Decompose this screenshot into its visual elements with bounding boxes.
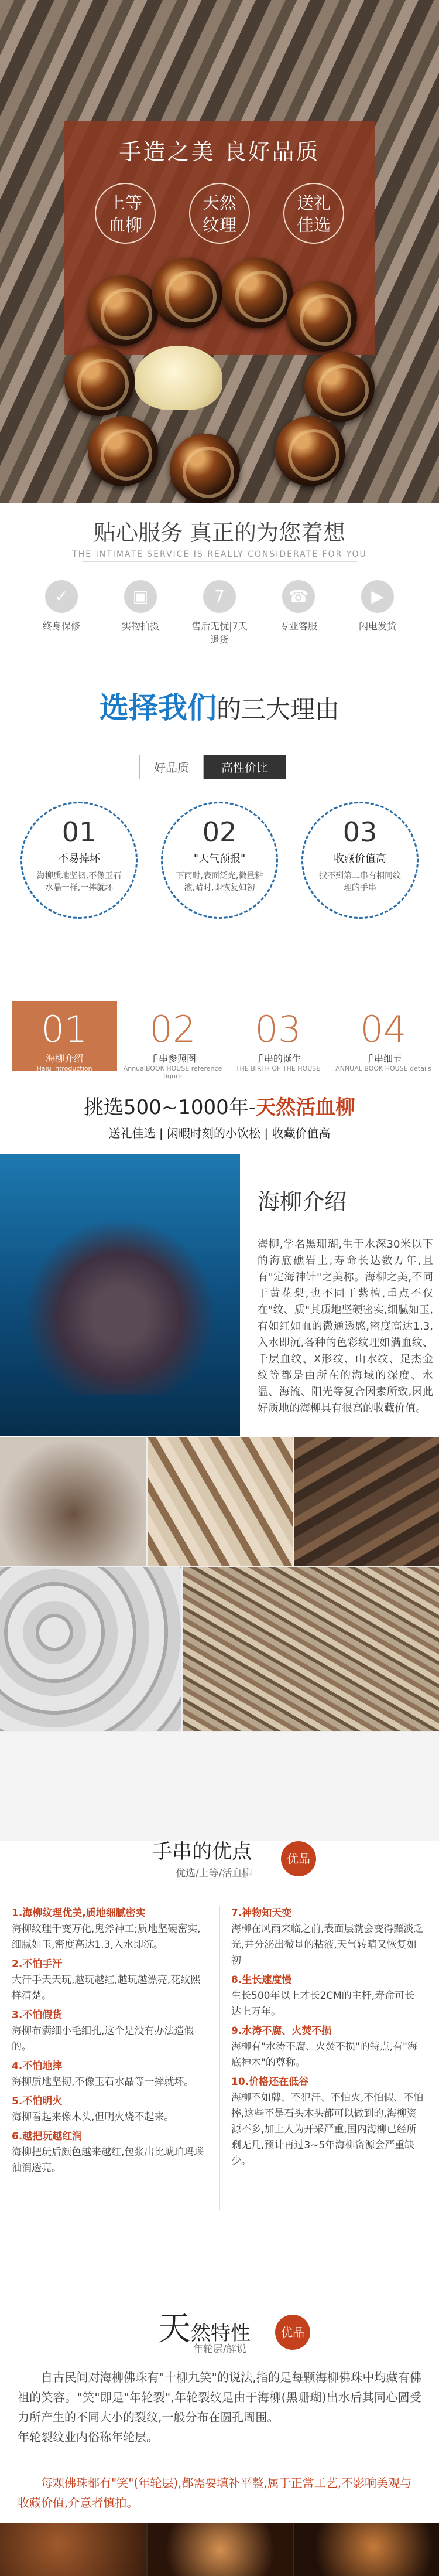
trait-heading: 9.水涛不腐、火焚不损 (231, 2025, 332, 2037)
tab-quality[interactable]: 好品质 (139, 755, 204, 779)
gallery-fade (0, 1732, 439, 1841)
reason-card (301, 802, 419, 919)
trait-text: 海柳不如牌、不犯汗、不怕火,不怕假、不怕摔,这些不是石头木头都可以做到的,海柳资源不多,加上人为开采严重,国内海柳已经所剩无几,预计再过3~5年海柳资源会严重缺少。 (231, 2092, 424, 2167)
divider (82, 561, 357, 562)
select-banner (0, 1089, 439, 1153)
natural-note: 每颗佛珠都有"笑"(年轮层),都需要填补平整,属于正常工艺,不影响美观与收藏价值,介意者慎拍。 (18, 2476, 412, 2510)
trait-text: 海柳布满细小毛细孔,这个是没有办法造假的。 (12, 2025, 194, 2053)
coral-trunk-photo (294, 1437, 439, 1566)
traits-title: 手串的优点 (152, 1841, 252, 1863)
reason-number: 02 (202, 816, 237, 848)
reason-heading: "天气预报" (193, 853, 246, 865)
intro-section (0, 1154, 439, 1436)
reason-number: 01 (61, 816, 97, 848)
shield-icon: ✓ (45, 580, 78, 613)
traits-left-list (12, 1906, 205, 2180)
step-number: 02 (149, 1008, 196, 1051)
step-reference[interactable] (120, 1001, 225, 1080)
natural-text: 自古民间对海柳佛珠有"十柳九笑"的说法,指的是每颗海柳佛珠中均藏有佛祖的笑容。"笑"即是"年轮裂",年轮裂纹是由于海柳(黑珊瑚)出水后其同心圆受力所产生的不同大小的裂纹,一般分布在圆孔周围。 (18, 2370, 421, 2424)
trait-text: 海柳有"水涛不腐、火焚不损"的特点,有"海底神木"的尊称。 (231, 2041, 417, 2069)
service-subtitle: THE INTIMATE SERVICE IS REALLY CONSIDERATE FOR YOU (72, 550, 367, 559)
natural-title-big: 天 (158, 2310, 191, 2348)
jade-carving-pendant (135, 346, 222, 410)
step-english: THE BIRTH OF THE HOUSE (235, 1065, 321, 1072)
coral-fragments-photo (183, 1567, 439, 1731)
truck-icon: ▶ (361, 580, 394, 613)
reason-card (20, 802, 138, 919)
service-item-support (266, 580, 331, 632)
service-item-photo (108, 580, 173, 632)
traits-right-list (231, 1906, 424, 2173)
black-coral-underwater-photo (0, 1154, 240, 1436)
select-title-highlight: 天然活血柳 (256, 1096, 356, 1119)
step-title: 手串的诞生 (254, 1053, 301, 1064)
service-section (0, 503, 439, 667)
pipes-photo (0, 1567, 181, 1731)
natural-subtitle: 年轮层/解说 (193, 2343, 246, 2355)
natural-title-rest: 然特性 (191, 2322, 251, 2345)
step-number: 03 (255, 1008, 301, 1051)
traits-section (0, 1841, 439, 2304)
natural-text-2: 年轮裂纹业内俗称年轮层。 (18, 2430, 158, 2444)
return-icon: 7 (203, 580, 236, 613)
bead-closeup-photos (0, 2523, 439, 2576)
headset-icon: ☎ (282, 580, 315, 613)
material-photo-gallery (0, 1437, 439, 1841)
natural-section (0, 2303, 439, 2514)
trait-text: 海柳把玩后颜色越来越红,包浆出比琥珀玛瑙油润透亮。 (12, 2146, 204, 2174)
step-english: ANNUAL BOOK HOUSE details (335, 1065, 431, 1072)
reasons-title-highlight: 选择我们 (99, 691, 217, 725)
trait-text: 海柳纹理千变万化,鬼斧神工;质地坚硬密实,细腻如玉,密度高达1.3,入水即沉。 (12, 1923, 201, 1951)
hero-banner (0, 0, 439, 503)
hero-badge-gift: 送礼 佳选 (283, 183, 344, 244)
reason-number: 03 (342, 816, 378, 848)
select-title-prefix: 挑选500~1000年- (83, 1096, 256, 1119)
trait-heading: 5.不怕明火 (12, 2095, 63, 2107)
trait-text: 大汗手天天玩,越玩越红,越玩越漂亮,花纹熙样清楚。 (12, 1974, 201, 2002)
trait-heading: 3.不怕假货 (12, 2009, 63, 2021)
seal-stamp: 优品 (281, 1841, 316, 1876)
service-label: 售后无忧|7天退货 (191, 621, 248, 645)
service-label: 终身保修 (42, 621, 80, 632)
step-title: 手串细节 (364, 1053, 402, 1064)
trait-heading: 8.生长速度慢 (231, 1974, 292, 1986)
reason-card (161, 802, 278, 919)
service-title: 贴心服务 真正的为您着想 (93, 520, 346, 546)
trait-heading: 7.神物知天变 (231, 1907, 292, 1919)
hero-badge-grain: 天然 纹理 (189, 183, 250, 244)
reason-description: 找不到第二串有相同纹理的手串 (319, 871, 401, 892)
reasons-section (0, 667, 439, 1001)
reason-description: 海柳质地坚韧,不像玉石水晶一样,一摔就坏 (36, 871, 122, 892)
hero-badge-quality: 上等 血柳 (95, 183, 156, 244)
trait-text: 海柳质地坚韧,不像玉石水晶等一摔就坏。 (12, 2076, 194, 2088)
service-label: 闪电发货 (358, 621, 396, 632)
step-number: 01 (41, 1008, 88, 1051)
natural-paragraph (18, 2367, 421, 2447)
raw-coral-branch-photo (0, 1437, 146, 1566)
reason-heading: 收藏价值高 (334, 853, 386, 865)
step-english: AnnualBOOK HOUSE reference figure (123, 1065, 222, 1080)
intro-body: 海柳,学名黑珊瑚,生于水深30米以下的海底礁岩上,寿命长达数万年,且有"定海神针"之美称。海柳之美,不同于黄花梨,也不同于紫檀,重点不仅在"纹、质"其质地坚硬密实,细腻如玉,有如红如血的微通透感,密度高达1.3,入水即沉,各种的色彩纹理如满血纹、千层血纹、X形纹、山水纹、足杰金纹等都是由所在的海域的深度、水温、海流、阳光等复合因素所致,因此好质地的海柳具有很高的收藏价值。 (258, 1238, 433, 1415)
trait-heading: 4.不怕地摔 (12, 2060, 63, 2072)
coral-pieces-photo (148, 1437, 293, 1566)
reasons-title (0, 684, 439, 727)
step-details[interactable] (331, 1001, 436, 1071)
reason-heading: 不易掉坏 (58, 853, 100, 865)
service-item-warranty (29, 580, 94, 632)
service-item-shipping (345, 580, 410, 632)
trait-heading: 6.越把玩越红润 (12, 2131, 83, 2142)
select-subtitle: 送礼佳选 | 闲暇时刻的小饮松 | 收藏价值高 (108, 1126, 331, 1140)
trait-text: 海柳在风雨来临之前,表面层就会变得黯淡乏光,并分泌出微量的粘液,天气转晴又恢复如初 (231, 1923, 424, 1967)
intro-heading: 海柳介绍 (258, 1189, 347, 1215)
seal-stamp: 优品 (275, 2315, 310, 2350)
hero-title: 手造之美 良好品质 (119, 139, 320, 165)
service-item-return (187, 580, 252, 646)
step-number: 04 (360, 1008, 407, 1051)
service-label: 实物拍摄 (121, 621, 159, 632)
step-title: 海柳介绍 (45, 1053, 83, 1064)
step-birth[interactable] (225, 1001, 331, 1071)
select-title (0, 1091, 439, 1120)
step-english: Haiu introduction (36, 1065, 92, 1072)
trait-text: 海柳看起来像木头,但明火烧不起来。 (12, 2111, 174, 2123)
trait-text: 生长500年以上才长2CM的主杆,寿命可长达上万年。 (231, 1990, 415, 2018)
step-title: 手串参照图 (149, 1053, 196, 1064)
trait-heading: 10.价格还在低谷 (231, 2076, 309, 2088)
step-intro[interactable] (12, 1001, 117, 1071)
tab-value[interactable]: 高性价比 (204, 755, 286, 779)
reason-description: 下雨时,表面泛光,微量粘液,晴时,即恢复如初 (176, 871, 263, 892)
camera-icon: ▣ (124, 580, 157, 613)
steps-nav (0, 1001, 439, 1083)
traits-subtitle: 优选/上等/活血柳 (176, 1868, 252, 1879)
service-label: 专业客服 (279, 621, 317, 632)
trait-heading: 2.不怕手汗 (12, 1958, 63, 1970)
trait-heading: 1.海柳纹理优美,质地细腻密实 (12, 1907, 146, 1919)
reasons-title-rest: 的三大理由 (216, 695, 339, 724)
